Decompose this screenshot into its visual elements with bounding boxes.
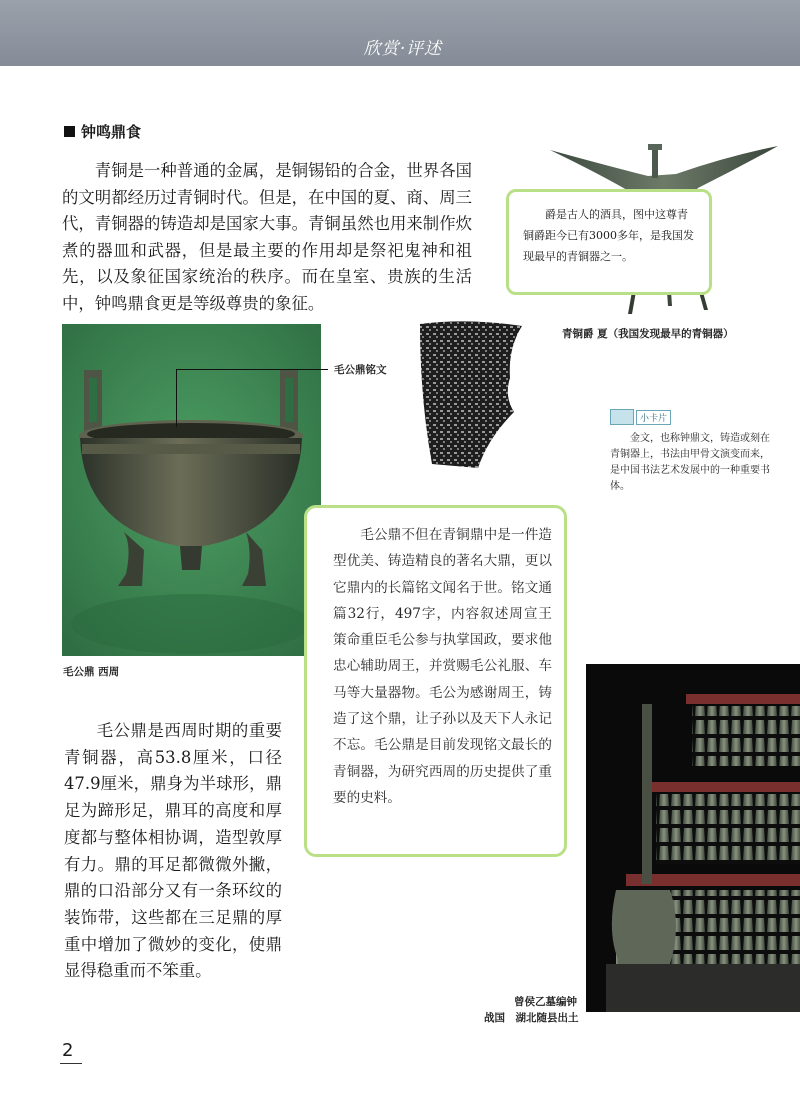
inscription-rubbing-image (418, 318, 524, 470)
tip-badge (610, 409, 770, 425)
bells-caption-line2: 战国 湖北随县出土 (484, 1012, 579, 1024)
leader-line-vertical (176, 369, 177, 427)
section-title-text: 钟鸣鼎食 (81, 123, 142, 141)
tip-text: 金文，也称钟鼎文，铸造或刻在青铜器上，书法由甲骨文演变而来，是中国书法艺术发展中的一种重要书体。 (610, 433, 770, 492)
page-number: 2 (62, 1040, 74, 1061)
tip-card (610, 409, 770, 495)
black-square-icon (64, 126, 75, 137)
section-title (64, 121, 141, 142)
ding-description: 毛公鼎是西周时期的重要青铜器，高53.8厘米，口径47.9厘米，鼎身为半球形，鼎足为蹄形足，鼎耳的高度和厚度都与整体相协调，造型敦厚有力。鼎的耳足都微微外撇，鼎的口沿部分又有一条环纹的装饰带，这些都在三足鼎的厚重中增加了微妙的变化，使鼎显得稳重而不笨重。 (64, 721, 282, 981)
leader-line-horizontal (176, 369, 328, 370)
ding-caption: 毛公鼎 西周 (63, 666, 120, 678)
mao-gong-ding-photo (62, 324, 321, 656)
header-title: 欣赏·评述 (363, 39, 442, 59)
intro-paragraph: 青铜是一种普通的金属，是铜锡铅的合金，世界各国的文明都经历过青铜时代。但是，在中国的夏、商、周三代，青铜器的铸造却是国家大事。青铜虽然也用来制作炊煮的器皿和武器，但是最主要的作用却是祭祀鬼神和祖先，以及象征国家统治的秩序。而在皇室、贵族的生活中，钟鸣鼎食更是等级尊贵的象征。 (62, 161, 472, 313)
jue-caption: 青铜爵 夏（我国发现最早的青铜器） (562, 328, 734, 340)
mao-gong-ding-note-box (304, 505, 567, 857)
tip-badge-label: 小卡片 (636, 410, 671, 425)
jue-note-box (506, 189, 712, 295)
card-icon (610, 409, 634, 425)
inscription-label: 毛公鼎铭文 (334, 364, 387, 376)
bells-caption-line1: 曾侯乙墓编钟 (514, 996, 577, 1008)
page-number-rule (60, 1063, 82, 1064)
jue-note-text: 爵是古人的酒具，图中这尊青铜爵距今已有3000多年，是我国发现最早的青铜器之一。 (523, 208, 694, 263)
mao-gong-ding-note-text: 毛公鼎不但在青铜鼎中是一件造型优美、铸造精良的著名大鼎，更以它鼎内的长篇铭文闻名于世。铭文通篇32行，497字，内容叙述周宣王策命重臣毛公参与执掌国政，要求他忠心辅助周王，并赏赐毛公礼服、车马等大量器物。毛公为感谢周王，铸造了这个鼎，让子孙以及天下人永记不忘。毛公鼎是目前发现铭文最长的青铜器，为研究西周的历史提供了重要的史料。 (333, 527, 552, 806)
chime-bells-image (586, 664, 800, 1012)
